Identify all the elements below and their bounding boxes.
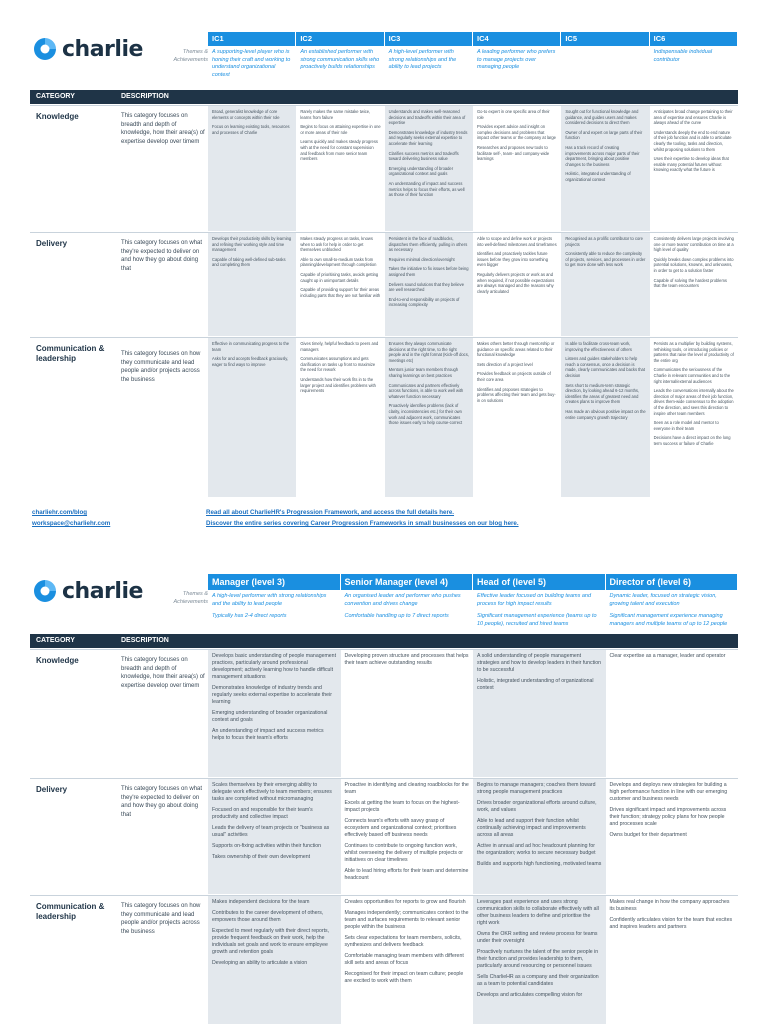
cell-text: Comfortable managing team members with different skill sets and areas of focus (344, 953, 464, 966)
level-title: IC6 (650, 32, 738, 46)
level-cells (208, 650, 738, 777)
level-column (650, 32, 738, 82)
cell-text: Demonstrates knowledge of industry trends and regularly seeks external expertise to accelerate their learning (212, 685, 332, 705)
table-cell (650, 338, 738, 497)
category-description: This category focuses on how they communicate and lead people and/or projects across the business (121, 351, 201, 383)
table-cell (473, 896, 606, 1024)
table-cell (650, 233, 738, 336)
cell-text: Emerging understanding of broader organizational context and goals (388, 165, 454, 177)
table-row-knowledge (30, 105, 738, 231)
cell-text: Developing proven structure and processes that helps their team achieve outstanding results (344, 653, 469, 666)
table-cell (473, 106, 561, 231)
table-cell (561, 233, 649, 336)
category-description: This category focuses on breadth and depth of knowledge, how their area(s) of expertise develop over timem (121, 657, 205, 689)
table-cell (341, 650, 474, 777)
cell-text: Communicates assumptions and gets clarification on tasks up front to maximize the need for rework (300, 356, 376, 373)
cell-text: End-to-end responsibility on projects of increasing complexity (388, 296, 460, 308)
level-title: IC1 (208, 32, 296, 46)
cell-text: Makes others better through mentorship or guidance on specific areas related to their functional knowledge (476, 341, 555, 358)
cell-text: Focused on and responsible for their team's productivity and collective impact (212, 807, 313, 820)
level-description: A high-level performer with strong relationships and the ability to lead people (212, 593, 327, 607)
cell-text: Develops their productivity skills by learning and refining their working style and time management (212, 236, 292, 253)
table-row-delivery (30, 232, 738, 336)
cell-text: Takes ownership of their own development (212, 854, 311, 860)
level-title: IC3 (385, 32, 473, 46)
cell-text: Regularly delivers projects or work as and when required, if not possible expectations are always managed and the reasons why clearly articulated (476, 271, 555, 294)
level-cells (208, 896, 738, 1024)
table-cell (385, 338, 473, 497)
cell-text: Develops basic understanding of people management practices, particularly around professional development; actively learning how to handle difficult management situations (212, 653, 337, 680)
cell-text: Holistic, integrated understanding of organizational context (477, 678, 594, 691)
cell-text: Persists as a multiplier by building systems, rethinking tools, or introducing policies or patterns that raise the level of productivity of the entire org (653, 341, 734, 363)
table-cell (208, 106, 296, 231)
category-name: Communication & leadership (36, 344, 105, 363)
level-cells (208, 106, 738, 231)
cell-text: Uses their expertise to develop ideas that enable many potential futures without knowing exactly what the future is (653, 156, 729, 173)
cell-text: Recognised for their impact on team culture; people are excited to work with them (344, 971, 464, 984)
cell-text: An understanding of impact and success metrics helps to focus their team's efforts (212, 728, 324, 741)
level-column (208, 574, 341, 630)
table-cell (341, 896, 474, 1024)
theme-label: Themes & Achievements (173, 49, 208, 63)
level-description: Indispensable individual contributor (653, 49, 713, 63)
cell-text: Makes real change in how the company approaches its business (609, 899, 730, 912)
category-name: Knowledge (36, 656, 79, 665)
cell-text: Owns the OKR setting and review process for teams under their oversight (477, 931, 598, 944)
brand-name: charlie (62, 36, 143, 62)
category-description: This category focuses on what they're expected to deliver on and how they go about doing that (121, 786, 203, 818)
level-description (561, 46, 649, 52)
table-row-knowledge (30, 649, 738, 777)
cell-text: Leads the conversations internally about the direction of major areas of their job function, drives them-wide consensus to the adoption of the direction, and sees this direction to inspire other team members (653, 388, 734, 416)
category-name: Communication & leadership (36, 902, 105, 921)
cell-text: Contributes to the career development of others, empowers those around them (212, 910, 324, 923)
cell-text: Quickly breaks down complex problems into potential solutions, knowns, and unknowns, in order to get to a solution faster (653, 256, 734, 273)
cell-text: Develops and deploys new strategies for building a high performance function in line with our emerging customer and business needs (609, 782, 728, 802)
cell-text: Drives significant impact and improvements across their function; strategy policy plans for how people and processes scale (609, 807, 727, 827)
cell-text: Rarely makes the same mistake twice, learns from failure (300, 109, 371, 120)
cell-text: Mentors junior team members through sharing learnings on best practices (388, 367, 459, 378)
level-team-size: Comfortable handling up to 7 direct reports (344, 613, 449, 619)
cell-text: Scales themselves by their emerging ability to delegate work effectively to team members; ensures tasks are completed without micromanaging (212, 782, 332, 802)
table-cell (473, 650, 606, 777)
cell-text: Able to scope and define work or projects into well-defined milestones and timeframes (476, 236, 557, 247)
table-cell (296, 233, 384, 336)
blog-series-link[interactable]: Discover the entire series covering Career Progression Frameworks in small businesses on our blog here. (206, 520, 519, 527)
cell-text: Sought out for functional knowledge and guidance, and guides users and makes considered decisions to direct them (565, 109, 639, 126)
level-column (296, 32, 384, 82)
cell-text: Understands and makes well-reasoned decisions and tradeoffs within their area of expertise (388, 109, 466, 126)
cell-text: Is able to facilitate cross-team work, improving the effectiveness of others (565, 341, 632, 352)
category-description: This category focuses on breadth and depth of knowledge, how their area(s) of expertise develop over timem (121, 113, 205, 145)
cell-text: Proactively identifies problems (lack of clarity, inconsistencies etc.) for their own work and adjacent work, communicates those issues early to help course-correct (388, 403, 463, 426)
category-header: CATEGORY (36, 93, 75, 100)
email-link[interactable]: workspace@charliehr.com (32, 520, 111, 527)
category-name: Delivery (36, 785, 68, 794)
cell-text: Consistently delivers large projects involving one or more teams' contribution on time at a high level of quality (653, 236, 734, 253)
theme-label: Themes & Achievements (173, 591, 208, 605)
level-column (561, 32, 649, 82)
cell-text: Able to own small-to-medium tasks from planning/development through completion (300, 256, 377, 268)
cell-text: Asks for and accepts feedback graciously, eager to find ways to improve (212, 356, 289, 367)
cell-text: Able to lead and support their function whilst continually achieving impact and improvements across all areas (477, 818, 586, 838)
level-team-size: Significant management experience (teams up to 10 people), recruited and hired teams (477, 613, 597, 627)
cell-text: Sets direction of a project level (476, 361, 533, 367)
cell-text: Emerging understanding of broader organizational context and goals (212, 710, 328, 723)
cell-text: Capable of prioritising tasks, avoids getting caught up in unimportant details (300, 271, 379, 283)
cell-text: Consistently able to reduce the complexity of projects, services, and processes in order to get more done with less work (565, 251, 646, 268)
cell-text: Proactively nurtures the talent of the senior people in their function and provides leadership to them, particularly around resourcing or personnel issues (477, 949, 599, 969)
level-column (473, 574, 606, 630)
charlie-logo-icon (32, 36, 58, 62)
cell-text: Owns budget for their department (609, 832, 687, 838)
cell-text: Learns quickly and makes steady progress with at the need for constant supervision and feedback from more senior team members (300, 139, 378, 162)
charlie-logo (32, 32, 143, 66)
cell-text: Capable of providing support for their areas including parts that they are not familiar with (300, 287, 381, 298)
cell-text: Recognised as a prolific contributor to core projects (565, 236, 643, 247)
cell-text: Gives timely, helpful feedback to peers and managers (300, 341, 379, 352)
cell-text: Demonstrates knowledge of industry trends and regularly seeks external expertise to accelerate their learning (388, 129, 468, 146)
cell-text: Makes steady progress on tasks, knows when to ask for help in order to get themselves unblocked (300, 236, 373, 253)
cell-text: Capable of taking well-defined sub-tasks and completing them (212, 256, 286, 268)
charlie-logo (32, 574, 143, 608)
table-cell (385, 106, 473, 231)
level-cells (208, 779, 738, 894)
cell-text: Researches and proposes new tools to facilitate self-, team- and company-wide learnings (476, 144, 550, 162)
cell-text: Connects team's efforts with savvy grasp of ecosystem and organizational context; prioritises effectively based off business needs (344, 818, 457, 838)
level-column (473, 32, 561, 82)
table-cell (650, 106, 738, 231)
cell-text: Listens and guides stakeholders to help reach a consensus, once a decision is made, clearly communicates and backs that decision (565, 356, 645, 378)
cell-text: Ensures they always communicate decisions at the right time, to the right people and in the right format (Kick-off docs, meetings etc) (388, 341, 469, 363)
level-headers (208, 574, 738, 630)
cell-text: Requires minimal direction/oversight (388, 256, 455, 262)
cell-text: Holistic, integrated understanding of organizational context (565, 171, 631, 182)
cell-text: Understands how their work fits in to the larger project and identifies problems with requirements (300, 376, 376, 394)
level-title: IC4 (473, 32, 561, 46)
cell-text: Proactive in identifying and clearing roadblocks for the team (344, 782, 469, 795)
level-title: Head of (level 5) (473, 574, 606, 590)
table-cell (296, 338, 384, 497)
level-description: Effective leader focused on building teams and process for high impact results (477, 593, 592, 607)
cell-text: Leverages past experience and uses strong communication skills to collaborate effectively with all other business leaders to define and prioritise the right work (477, 899, 599, 926)
cell-text: Identifies and proactively tackles future issues before they grow into something even bigger (476, 251, 548, 268)
cell-text: Clear expertise as a manager, leader and operator (609, 653, 726, 659)
cell-text: Develops and articulates compelling vision for (477, 992, 583, 998)
cell-text: Supports on-fixing activities within their function (212, 843, 321, 849)
level-description: A high-level performer with strong relationships and the ability to lead projects (388, 49, 457, 70)
table-row-delivery (30, 778, 738, 894)
cell-text: Delivers sound solutions that they believe are well researched (388, 281, 464, 293)
table-cell (473, 233, 561, 336)
cell-text: Broad, generalist knowledge of core elements or concepts within their role (212, 109, 280, 120)
cell-text: Continues to contribute to ongoing function work, whilst overseeing the delivery of multiple projects or initiatives on clear timelines (344, 843, 464, 863)
cell-text: Provides feedback on projects outside of their core area (476, 371, 551, 382)
charlie-logo-icon (32, 578, 58, 604)
table-cell (606, 779, 739, 894)
level-column (208, 32, 296, 82)
category-name: Knowledge (36, 112, 79, 121)
cell-text: Anticipates broad change pertaining to their area of expertise and ensures Charlie is always ahead of the curve (653, 109, 733, 126)
cell-text: Sets short to medium-term strategic direction, by looking ahead 6-12 months, identifies the areas of greatest need and creates plans to improve them (565, 382, 640, 405)
cell-text: Has made an obvious positive impact on the entire company's growth trajectory (565, 408, 646, 420)
table-cell (208, 896, 341, 1024)
category-description: This category focuses on how they communicate and lead people and/or projects across the business (121, 903, 201, 935)
cell-text: An understanding of impact and success metrics helps to focus their efforts, as well as those of their function (388, 180, 465, 198)
level-cells (208, 338, 738, 497)
level-description: An established performer with strong communication skills who proactively builds relationships (300, 49, 380, 70)
cell-text: Excels at getting the team to focus on the highest-impact projects (344, 800, 460, 813)
cell-text: Focus on learning existing tools, resources and processes of Charlie (212, 124, 290, 135)
table-cell (561, 106, 649, 231)
description-header: DESCRIPTION (121, 93, 169, 100)
table-cell (385, 233, 473, 336)
cell-text: Expected to meet regularly with their direct reports, provide frequent feedback on their work, help the individuals set goals and work to ensure employee growth and retention goals (212, 928, 330, 955)
level-description: A supporting-level player who is honing their craft and working to understand organizational context (212, 49, 291, 78)
cell-text: Persistent in the face of roadblocks, dispatches them efficiently, pulling in others as necessary (388, 236, 468, 253)
level-description: Dynamic leader, focused on strategic vision, growing talent and execution (609, 593, 717, 607)
category-header: CATEGORY (36, 637, 75, 644)
cell-text: Provides expert advice and insight on complex decisions and problems that impact other teams or the company at large (476, 124, 556, 141)
cell-text: Begins to focus on attaining expertise in one or more areas of their role (300, 124, 381, 135)
table-row-communication (30, 895, 738, 1024)
table-header (30, 634, 738, 648)
table-cell (208, 779, 341, 894)
cell-text: Identifies and proposes strategies to problems affecting their team and gets buy-in on solutions (476, 386, 556, 403)
cell-text: Understands deeply the end to end nature of their job function and is able to articulate clearly the tooling, tasks and direction, whilst proposing solutions to them (653, 129, 732, 152)
cell-text: Has a track record of creating improvements across major parts of their department, bringing about positive changes to the business (565, 144, 640, 167)
description-header: DESCRIPTION (121, 637, 169, 644)
level-team-size: Typically has 2-4 direct reports (212, 613, 287, 619)
level-cells (208, 233, 738, 336)
table-cell (561, 338, 649, 497)
table-cell (341, 779, 474, 894)
level-title: IC5 (561, 32, 649, 46)
level-column (385, 32, 473, 82)
table-cell (473, 779, 606, 894)
cell-text: Able to lead hiring efforts for their team and determine headcount (344, 868, 469, 881)
framework-details-link[interactable]: Read all about CharlieHR's Progression Framework, and access the full details here. (206, 509, 455, 516)
cell-text: Sells CharlieHR as a company and their organization as a team to potential candidates (477, 974, 599, 987)
level-column (341, 574, 474, 630)
brand-name: charlie (62, 578, 143, 604)
level-headers (208, 32, 738, 82)
table-cell (208, 338, 296, 497)
cell-text: Active in annual and ad hoc headcount planning for the organization; works to secure necessary budget (477, 843, 596, 856)
cell-text: A solid understanding of people management strategies and how to develop leaders in their function to be successful (477, 653, 602, 673)
blog-link[interactable]: charliehr.com/blog (32, 509, 88, 516)
table-header (30, 90, 738, 104)
cell-text: Go-to expert in one specific area of their role (476, 109, 550, 120)
category-name: Delivery (36, 239, 68, 248)
table-cell (296, 106, 384, 231)
table-cell (208, 650, 341, 777)
level-column (606, 574, 739, 630)
cell-text: Owner of and expert on large parts of their function (565, 129, 643, 141)
level-title: Manager (level 3) (208, 574, 341, 590)
cell-text: Communicates the seriousness of the Charlie in relevant communities and to the right internal/external audiences (653, 367, 731, 384)
level-team-size: Significant management experience managing managers and multiple teams of up to 12 people (609, 613, 728, 627)
table-cell (606, 896, 739, 1024)
level-description: A leading performer who prefers to manage projects over managing people (476, 49, 556, 70)
cell-text: Capable of solving the hardest problems that the team encounters (653, 277, 727, 289)
cell-text: Creates opportunities for reports to grow and flourish (344, 899, 466, 905)
cell-text: Developing an ability to articulate a vision (212, 960, 308, 966)
cell-text: Builds and supports high functioning, motivated teams (477, 861, 602, 867)
cell-text: Clarifies success metrics and tradeoffs toward delivering business value (388, 150, 459, 162)
table-cell (208, 233, 296, 336)
cell-text: Makes independent decisions for the team (212, 899, 310, 905)
level-title: Director of (level 6) (606, 574, 739, 590)
table-row-communication (30, 337, 738, 497)
level-title: IC2 (296, 32, 384, 46)
cell-text: Takes the initiative to fix issues before being assigned them (388, 266, 469, 277)
level-description: An organised leader and performer who pushes convention and drives change (344, 593, 461, 607)
table-cell (473, 338, 561, 497)
category-description: This category focuses on what they're expected to deliver on and how they go about doing that (121, 240, 203, 272)
table-cell (606, 650, 739, 777)
cell-text: Sets clear expectations for team members, solicits, synthesizes and delivers feedback (344, 935, 462, 948)
cell-text: Begins to manage managers; coaches them toward strong people management practices (477, 782, 596, 795)
level-title: Senior Manager (level 4) (341, 574, 474, 590)
cell-text: Decisions have a direct impact on the long term success or failure of Charlie (653, 435, 731, 446)
cell-text: Leads the delivery of team projects or "business as usual" activities (212, 825, 330, 838)
cell-text: Confidently articulates vision for the team that excites and inspires leaders and partners (609, 917, 733, 930)
cell-text: Drives broader organizational efforts around culture, work, and values (477, 800, 597, 813)
cell-text: Manages independently; communicates context to the team and surfaces requirements to relevant senior people within the business (344, 910, 469, 930)
cell-text: Effective in communicating progress to the team (212, 341, 290, 352)
cell-text: Seen as a role model and mentor to everyone in their team (653, 420, 719, 431)
cell-text: Communicates and partners effectively across functions, is able to work well with whatever function necessary (388, 382, 464, 399)
